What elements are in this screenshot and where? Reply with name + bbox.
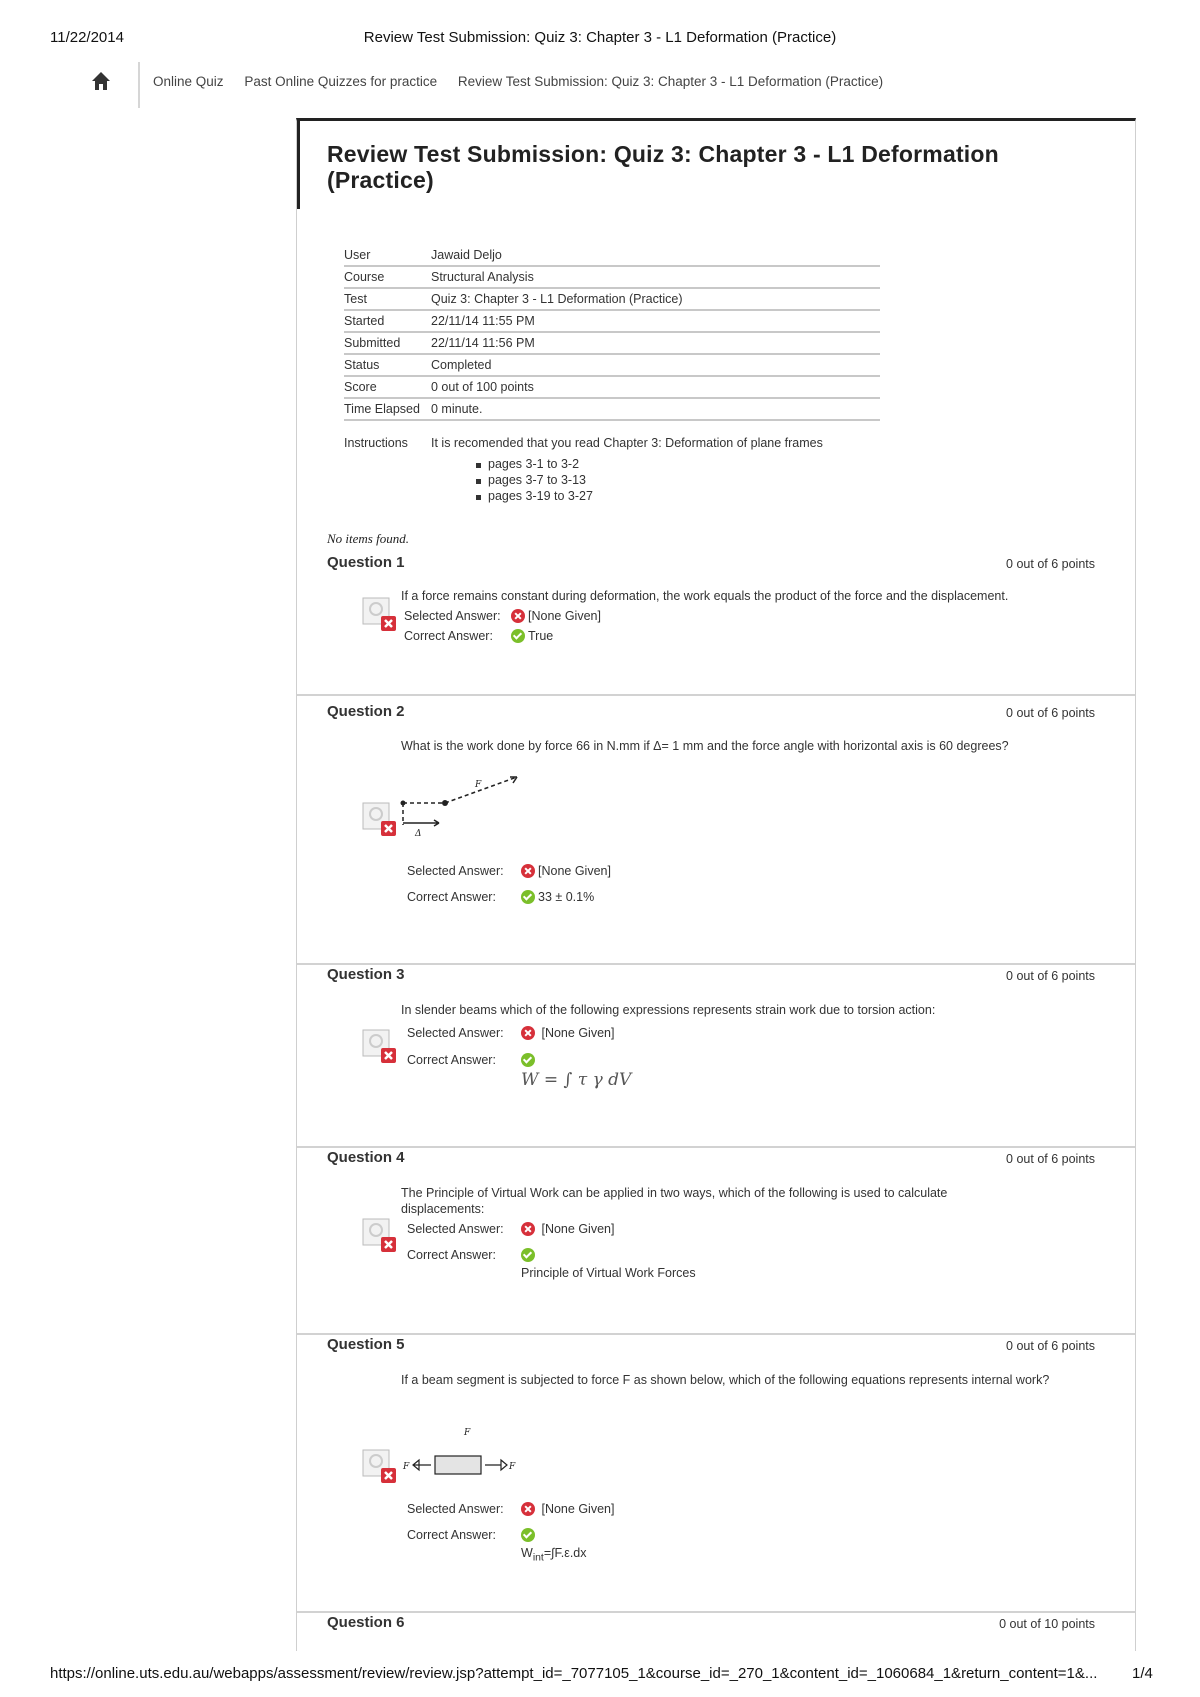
- selected-answer-label: Selected Answer:: [404, 609, 501, 623]
- review-panel: [296, 118, 1136, 1651]
- incorrect-status-icon: [361, 1028, 397, 1064]
- detail-row: Score 0 out of 100 points: [344, 377, 880, 399]
- question-title: Question 2: [327, 703, 405, 720]
- incorrect-status-icon: [361, 801, 397, 837]
- no-items-message: No items found.: [327, 531, 409, 546]
- question-points: 0 out of 6 points: [1006, 1152, 1095, 1166]
- selected-answer-label: Selected Answer:: [407, 1222, 504, 1236]
- question-title: Question 1: [327, 554, 405, 571]
- submission-details: [344, 245, 880, 505]
- detail-row: Status Completed: [344, 355, 880, 377]
- incorrect-icon: [521, 1502, 535, 1516]
- question-2: [297, 703, 1135, 965]
- incorrect-icon: [521, 864, 535, 878]
- question-title: Question 3: [327, 966, 405, 983]
- selected-answer: [None Given]: [521, 1222, 614, 1236]
- force-label: F: [464, 1428, 471, 1438]
- breadcrumb: [70, 62, 1130, 108]
- selected-answer: [None Given]: [511, 609, 601, 623]
- detail-row: Time Elapsed 0 minute.: [344, 399, 880, 421]
- detail-row: Test Quiz 3: Chapter 3 - L1 Deformation (Practice): [344, 289, 880, 311]
- selected-answer: [None Given]: [521, 1026, 614, 1040]
- list-item: pages 3-19 to 3-27: [488, 489, 880, 505]
- correct-answer-label: Correct Answer:: [407, 890, 496, 904]
- correct-icon: [521, 1528, 535, 1542]
- correct-answer: 33 ± 0.1%: [521, 890, 594, 904]
- question-points: 0 out of 6 points: [1006, 557, 1095, 571]
- question-title: Question 6: [327, 1614, 405, 1631]
- breadcrumb-divider: [138, 62, 140, 108]
- correct-answer: W = ∫ τ γ dV: [521, 1070, 632, 1090]
- detail-row: Instructions It is recomended that you read Chapter 3: Deformation of plane frames pages 3-1 to 3-2 pages 3-7 to 3-13 pages 3-19 to 3-27: [344, 433, 880, 505]
- breadcrumb-past-quizzes[interactable]: Past Online Quizzes for practice: [244, 74, 438, 89]
- question-points: 0 out of 6 points: [1006, 706, 1095, 720]
- correct-icon: [521, 1053, 535, 1067]
- correct-icon: [511, 629, 525, 643]
- detail-row: Course Structural Analysis: [344, 267, 880, 289]
- print-url: https://online.uts.edu.au/webapps/assessment/review/review.jsp?attempt_id=_7077105_1&course_id=_270_1&content_id=_1060684_1&return_content=1&...: [50, 1665, 1098, 1682]
- print-date: 11/22/2014: [50, 29, 124, 46]
- correct-icon: [521, 890, 535, 904]
- correct-answer-label: Correct Answer:: [407, 1528, 496, 1542]
- question-text: In slender beams which of the following expressions represents strain work due to torsion action:: [401, 1003, 936, 1017]
- question-6: [297, 1614, 1135, 1651]
- question-points: 0 out of 10 points: [999, 1617, 1095, 1631]
- question-points: 0 out of 6 points: [1006, 969, 1095, 983]
- selected-answer: [None Given]: [521, 864, 611, 878]
- incorrect-status-icon: [361, 1448, 397, 1484]
- beam-diagram: [401, 1426, 541, 1484]
- force-label-right: F: [509, 1462, 516, 1472]
- selected-answer-label: Selected Answer:: [407, 1026, 504, 1040]
- question-3: [297, 966, 1135, 1148]
- question-title: Question 4: [327, 1149, 405, 1166]
- page-title: Review Test Submission: Quiz 3: Chapter 3 - L1 Deformation (Practice): [327, 141, 999, 193]
- question-4: [297, 1149, 1135, 1335]
- question-text: The Principle of Virtual Work can be applied in two ways, which of the following is used to calculate displacements:: [401, 1186, 948, 1216]
- list-item: pages 3-7 to 3-13: [488, 473, 880, 489]
- question-text: What is the work done by force 66 in N.mm if Δ= 1 mm and the force angle with horizontal axis is 60 degrees?: [401, 739, 1009, 753]
- correct-answer: $W_{int}=\int F.\varepsilon.dx$: [521, 1546, 587, 1564]
- force-label: F: [475, 780, 482, 790]
- question-title: Question 5: [327, 1336, 405, 1353]
- question-text: If a beam segment is subjected to force F as shown below, which of the following equations represents internal work?: [401, 1373, 1050, 1387]
- print-header: [0, 29, 1200, 49]
- incorrect-icon: [521, 1222, 535, 1236]
- correct-answer: Principle of Virtual Work Forces: [521, 1266, 696, 1280]
- selected-answer-label: Selected Answer:: [407, 864, 504, 878]
- incorrect-status-icon: [361, 596, 397, 632]
- delta-label: Δ: [415, 829, 422, 839]
- correct-icon-wrap: [521, 1053, 538, 1067]
- correct-answer-label: Correct Answer:: [407, 1248, 496, 1262]
- print-page-number: 1/4: [1132, 1665, 1153, 1682]
- correct-icon-wrap: [521, 1248, 538, 1262]
- correct-answer-label: Correct Answer:: [404, 629, 493, 643]
- force-diagram: [397, 775, 537, 845]
- breadcrumb-current: Review Test Submission: Quiz 3: Chapter 3 - L1 Deformation (Practice): [457, 74, 884, 89]
- correct-icon: [521, 1248, 535, 1262]
- question-points: 0 out of 6 points: [1006, 1339, 1095, 1353]
- question-1: [297, 554, 1135, 696]
- correct-answer-label: Correct Answer:: [407, 1053, 496, 1067]
- print-title: Review Test Submission: Quiz 3: Chapter 3 - L1 Deformation (Practice): [363, 29, 837, 46]
- home-icon[interactable]: [90, 70, 112, 92]
- selected-answer: [None Given]: [521, 1502, 614, 1516]
- detail-row: Started 22/11/14 11:55 PM: [344, 311, 880, 333]
- detail-row: Submitted 22/11/14 11:56 PM: [344, 333, 880, 355]
- force-label-left: F: [403, 1462, 410, 1472]
- incorrect-icon: [521, 1026, 535, 1040]
- list-item: pages 3-1 to 3-2: [488, 457, 880, 473]
- question-5: [297, 1336, 1135, 1613]
- selected-answer-label: Selected Answer:: [407, 1502, 504, 1516]
- incorrect-icon: [511, 609, 525, 623]
- detail-row: User Jawaid Deljo: [344, 245, 880, 267]
- incorrect-status-icon: [361, 1217, 397, 1253]
- title-accent: [297, 121, 300, 209]
- breadcrumb-online-quiz[interactable]: Online Quiz: [153, 74, 224, 89]
- correct-answer: True: [511, 629, 553, 643]
- question-text: If a force remains constant during deformation, the work equals the product of the force and the displacement.: [401, 589, 1009, 603]
- correct-icon-wrap: [521, 1528, 538, 1542]
